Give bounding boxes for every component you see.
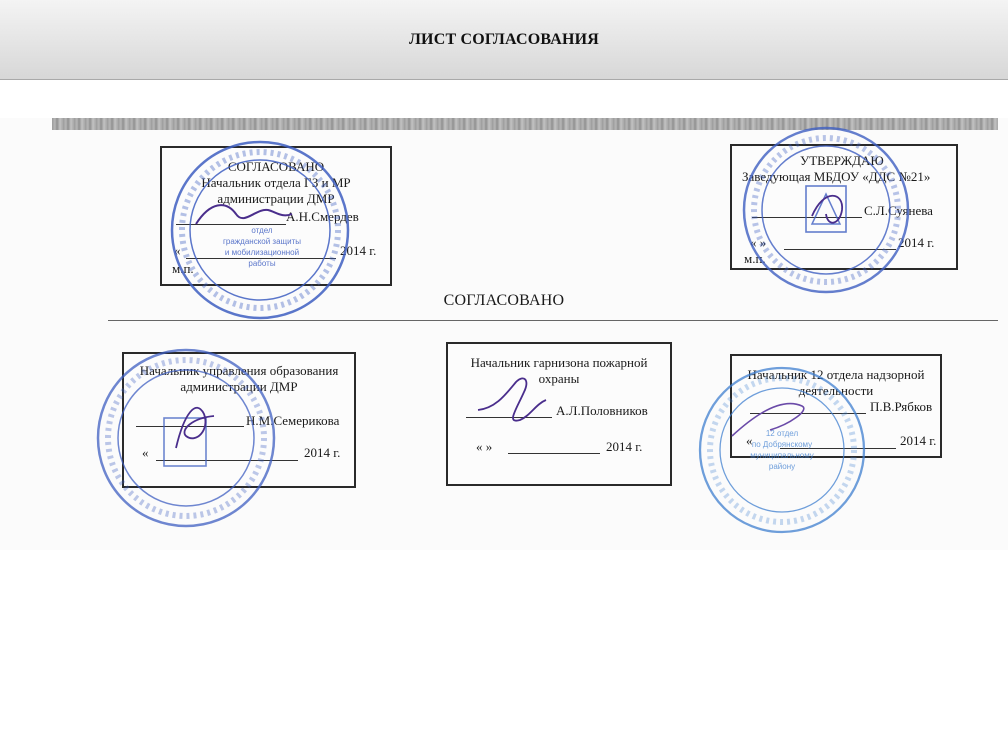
gz-position-line2: администрации ДМР <box>217 191 335 206</box>
supervision-position-line1: Начальник 12 отдела надзорной <box>747 367 925 382</box>
education-signer-name: Н.М.Семерикова <box>246 413 340 428</box>
fire-position-line2: охраны <box>538 371 580 386</box>
director-date-year: 2014 г. <box>898 235 935 250</box>
director-heading: УТВЕРЖДАЮ <box>800 153 884 168</box>
director-signer-name: С.Л.Суянева <box>864 203 933 218</box>
education-date-year: 2014 г. <box>304 445 341 460</box>
page-header <box>0 0 1008 80</box>
director-mp-label: м.п. <box>744 251 766 266</box>
supervision-position-line2: деятельности <box>798 383 874 398</box>
fire-signer-name: А.Л.Половников <box>556 403 648 418</box>
scanned-document <box>0 118 1008 550</box>
gz-signer-name: А.Н.Смердев <box>286 209 359 224</box>
gz-position-line1: Начальник отдела ГЗ и МР <box>201 175 351 190</box>
gz-stamp-text-4: работы <box>248 259 276 268</box>
director-signature-line <box>752 217 862 218</box>
gz-date-quote: « <box>174 243 181 258</box>
director-date-quotes: « » <box>750 235 767 250</box>
fire-signature-line <box>466 417 552 418</box>
gz-date-line <box>186 258 336 259</box>
supervision-stamp-text-2: по Добрянскому <box>751 440 813 449</box>
gz-stamp-text-3: и мобилизационной <box>224 248 300 257</box>
supervision-date-year: 2014 г. <box>900 433 937 448</box>
supervision-signer-name: П.В.Рябков <box>870 399 933 414</box>
education-signature-line <box>136 426 244 427</box>
gz-signature-line <box>176 224 286 225</box>
supervision-date-line <box>780 448 896 449</box>
gz-stamp-text-2: гражданской защиты <box>222 237 302 246</box>
fire-position-line1: Начальник гарнизона пожарной <box>470 355 648 370</box>
supervision-stamp-text-1: 12 отдел <box>765 429 799 438</box>
supervision-stamp-text-4: району <box>768 462 796 471</box>
education-date-quote: « <box>142 445 149 460</box>
scan-edge-strip <box>52 118 998 130</box>
gz-date-year: 2014 г. <box>340 243 377 258</box>
fire-date-line <box>508 453 600 454</box>
fire-date-year: 2014 г. <box>606 439 643 454</box>
section-title: СОГЛАСОВАНО <box>443 292 565 309</box>
education-date-line <box>156 460 298 461</box>
supervision-date-quote: « <box>746 433 753 448</box>
gz-heading: СОГЛАСОВАНО <box>227 159 325 174</box>
supervision-signature-line <box>750 413 866 414</box>
director-date-line <box>784 249 896 250</box>
gz-stamp-text-1: отдел <box>251 226 273 235</box>
section-divider <box>108 320 998 321</box>
gz-mp-label: м.п. <box>172 261 194 276</box>
fire-date-quotes: « » <box>476 439 493 454</box>
director-position: Заведующая МБДОУ «ДДС №21» <box>742 169 931 184</box>
page-title: ЛИСТ СОГЛАСОВАНИЯ <box>408 31 600 48</box>
education-position-line1: Начальник управления образования <box>139 363 339 378</box>
supervision-stamp-text-3: муниципальному <box>750 451 814 460</box>
education-position-line2: администрации ДМР <box>180 379 298 394</box>
